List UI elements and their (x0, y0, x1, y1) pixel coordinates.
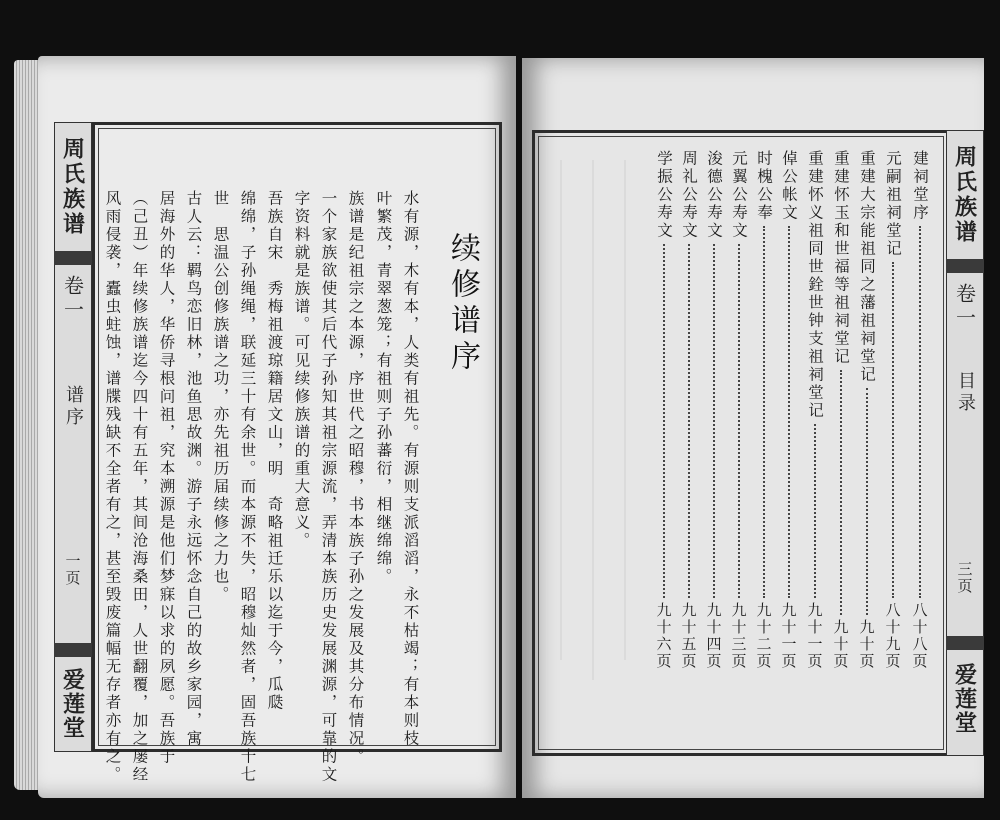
right-volume: 卷一 (952, 283, 977, 331)
leader-dots (866, 388, 868, 615)
text-column-4: 一个家族欲使其后代子孙知其祖宗源流，弄清本族历史发展渊源，可靠的文 (319, 190, 338, 784)
preface-heading: 续修谱序 (445, 232, 480, 376)
leader-dots (688, 244, 690, 598)
right-spine (946, 130, 984, 756)
toc-entry-page: 九十五页 (679, 602, 698, 670)
text-column-8: 世 思温公创修族谱之功，亦先祖历届续修之力也。 (211, 190, 230, 604)
left-page-number: 一页 (63, 553, 82, 587)
toc-entry-page: 九十四页 (704, 602, 723, 670)
text-column-11: （己丑）年续修族谱迄今四十有五年，其间沧海桑田，人世翻覆，加之屡经 (130, 190, 149, 784)
text-column-6: 吾族自宋 秀梅祖渡琼籍居文山，明 奇略祖迁乐以迄于今，瓜瓞 (265, 190, 284, 712)
right-hall-name: 爱莲堂 (951, 663, 978, 735)
left-book-title: 周氏族谱 (59, 137, 86, 237)
text-column-9: 古人云：羁鸟恋旧林，池鱼思故渊。游子永远怀念自己的故乡家园，寓 (184, 190, 203, 748)
toc-entry-page: 九十一页 (805, 602, 824, 670)
toc-entry-title: 学振公寿文 (655, 150, 673, 240)
toc-entry-title: 元嗣祖祠堂记 (884, 150, 902, 258)
toc-entry-page: 九十一页 (779, 602, 798, 670)
left-section: 谱序 (63, 385, 84, 429)
toc-entry-page: 八十八页 (910, 602, 929, 670)
toc-entry (884, 150, 902, 670)
text-column-1: 水有源，木有本，人类有祖先。有源则支派滔滔，永不枯竭；有本则枝 (401, 190, 420, 748)
leader-dots (814, 424, 816, 598)
leader-dots (663, 244, 665, 598)
toc-entry (730, 150, 748, 670)
right-section: 目录 (955, 371, 976, 415)
text-column-3: 族谱是纪祖宗之本源，序世代之昭穆，书本族子孙之发展及其分布情况。 (346, 190, 365, 766)
text-column-10: 居海外的华人，华侨寻根问祖，究本溯源是他们梦寐以求的夙愿。吾族于 (157, 190, 176, 766)
toc-entry-title: 重建怀义祖同世銓世钟支祖祠堂记 (806, 150, 824, 420)
toc-entry-page: 九十页 (831, 619, 850, 670)
leader-dots (892, 262, 894, 598)
leader-dots (788, 226, 790, 598)
toc-entry-title: 元翼公寿文 (730, 150, 748, 240)
leader-dots (919, 226, 921, 598)
leader-dots (763, 226, 765, 598)
toc-entry-title: 浚德公寿文 (705, 150, 723, 240)
leader-dots (713, 244, 715, 598)
right-book-title: 周氏族谱 (951, 145, 978, 245)
fishtail-mark (54, 643, 92, 657)
bleed-through (624, 160, 644, 660)
toc-entry (655, 150, 673, 670)
fishtail-mark (946, 636, 984, 650)
fishtail-mark (946, 259, 984, 273)
toc-entry-title: 时槐公奉 (755, 150, 773, 222)
right-page-number: 三页 (955, 561, 974, 595)
toc-entry (832, 150, 850, 670)
toc-entry (680, 150, 698, 670)
left-hall-name: 爱莲堂 (59, 668, 86, 740)
left-volume: 卷一 (60, 275, 85, 323)
toc-entry (858, 150, 876, 670)
toc-entry-title: 重建怀玉和世福等祖祠堂记 (832, 150, 850, 366)
bleed-through (592, 160, 612, 680)
toc-entry-page: 九十三页 (729, 602, 748, 670)
toc-entry (911, 150, 929, 670)
toc-entry (780, 150, 798, 670)
bleed-through (560, 160, 580, 660)
toc-entry (755, 150, 773, 670)
leader-dots (738, 244, 740, 598)
toc-entry-title: 倬公帐文 (780, 150, 798, 222)
left-spine (54, 122, 92, 752)
text-column-5: 字资料就是族谱。可见续修族谱的重大意义。 (292, 190, 311, 550)
text-column-12: 风雨侵袭，蠹虫蛀蚀，谱牒残缺不全者有之，甚至毁废篇幅无存者亦有之。 (103, 190, 122, 784)
toc-entry-page: 八十九页 (883, 602, 902, 670)
leader-dots (840, 370, 842, 615)
toc-entry-title: 周礼公寿文 (680, 150, 698, 240)
toc-entry (705, 150, 723, 670)
text-column-7: 绵绵，子孙绳绳，联延三十有余世。而本源不失，昭穆灿然者，固吾族十七 (238, 190, 257, 784)
toc-entry-page: 九十二页 (754, 602, 773, 670)
fishtail-mark (54, 251, 92, 265)
toc-entry (806, 150, 824, 670)
toc-entry-page: 九十六页 (654, 602, 673, 670)
toc-entry-title: 重建大宗能祖同之藩祖祠堂记 (858, 150, 876, 384)
toc-entry-page: 九十页 (857, 619, 876, 670)
text-column-2: 叶繁茂，青翠葱笼；有祖则子孙蕃衍，相继绵绵。 (374, 190, 393, 586)
toc-entry-title: 建祠堂序 (911, 150, 929, 222)
